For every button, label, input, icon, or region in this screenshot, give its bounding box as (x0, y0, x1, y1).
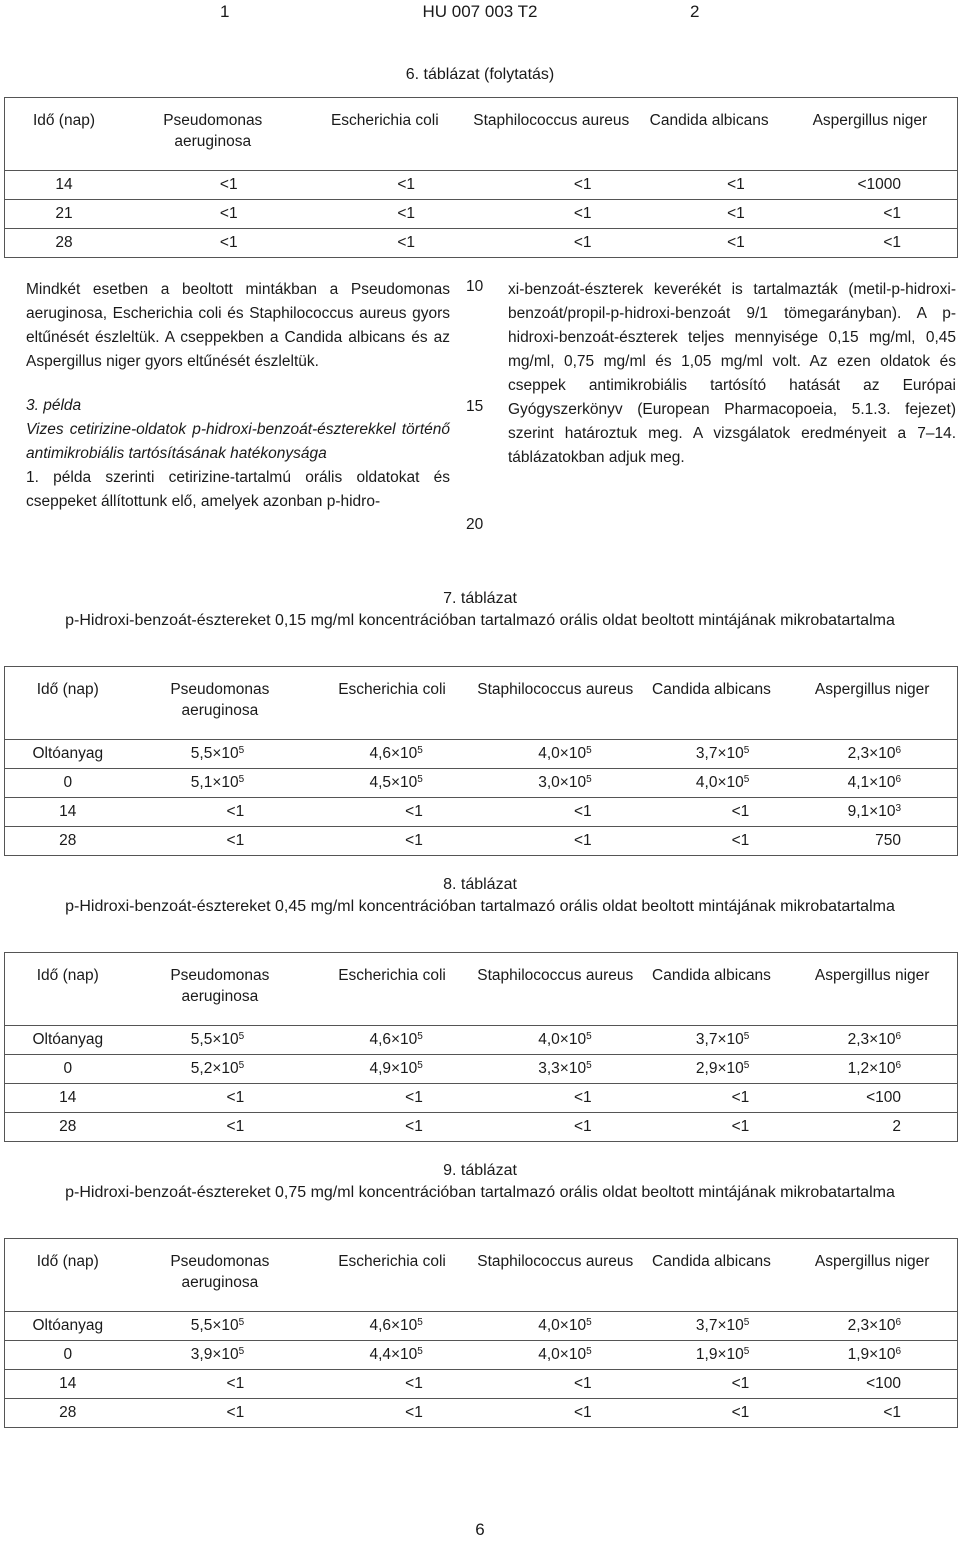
value-mantissa: 4,1×10 (847, 774, 896, 791)
value-mantissa: 4,5×10 (369, 774, 418, 791)
table-cell: <1 (475, 798, 636, 827)
table9-title: p-Hidroxi-benzoát-észtereket 0,75 mg/ml koncentrációban tartalmazó orális oldat beoltott mintájának mikrobatartalma (65, 1184, 895, 1201)
table-cell: <1000 (783, 171, 958, 200)
value-exponent: 5 (417, 1317, 423, 1328)
table-header-row (5, 667, 958, 740)
value-mantissa: 5,5×10 (190, 745, 239, 762)
table9 (4, 1238, 958, 1428)
table-cell: 14 (5, 1084, 131, 1113)
table-row (5, 769, 958, 798)
table-cell: <1 (783, 200, 958, 229)
column-header: Aspergillus niger (787, 953, 957, 1026)
table-cell (131, 740, 310, 769)
value-exponent: 5 (586, 774, 592, 785)
value-mantissa: 3,9×10 (190, 1346, 239, 1363)
table-cell: <1 (731, 832, 750, 849)
table-cell (475, 1312, 636, 1341)
value-mantissa: 4,6×10 (369, 1031, 418, 1048)
table-cell: Oltóanyag (5, 1026, 131, 1055)
column-header: Staphilococcus aureus (467, 98, 636, 171)
page-number: 6 (475, 1520, 485, 1539)
example-subtitle: Vizes cetirizine-oldatok p-hidroxi-benzoát-észterekkel történő antimikrobiális tartósításának hatékonysága (26, 421, 450, 462)
value-mantissa: 4,0×10 (538, 1317, 587, 1334)
table-row (5, 1341, 958, 1370)
table-cell (787, 740, 957, 769)
table-cell: 14 (5, 171, 123, 200)
table-row (5, 1084, 958, 1113)
table8-number: 8. táblázat (443, 876, 517, 893)
value-exponent: 5 (743, 1317, 750, 1328)
table-cell: <1 (131, 1370, 310, 1399)
table-cell: <1 (131, 798, 310, 827)
line-number: 15 (466, 398, 484, 415)
table-cell: 0 (5, 1341, 131, 1370)
value-exponent: 5 (743, 774, 750, 785)
table-cell: <1 (467, 171, 636, 200)
table-cell: <1 (731, 1118, 750, 1135)
table-cell (475, 740, 636, 769)
value-mantissa: 3,7×10 (695, 745, 744, 762)
column-header: Staphilococcus aureus (475, 667, 636, 740)
value-mantissa: 3,7×10 (695, 1031, 744, 1048)
table-cell (309, 1341, 475, 1370)
column-header: Staphilococcus aureus (475, 1239, 636, 1312)
table-cell: <1 (123, 200, 303, 229)
table-cell (131, 1341, 310, 1370)
value-mantissa: 2,3×10 (847, 1317, 896, 1334)
table-cell (787, 798, 957, 827)
value-mantissa: 4,0×10 (538, 1031, 587, 1048)
column-header: Aspergillus niger (787, 1239, 957, 1312)
table-cell (309, 1026, 475, 1055)
table-cell: 2 (892, 1118, 901, 1135)
table-cell (475, 769, 636, 798)
table-cell: 750 (875, 832, 901, 849)
column-header: Aspergillus niger (787, 667, 957, 740)
value-exponent: 5 (238, 745, 245, 756)
value-mantissa: 4,9×10 (369, 1060, 418, 1077)
value-mantissa: 4,4×10 (369, 1346, 418, 1363)
table-cell: <1 (405, 1404, 423, 1421)
column-header: Aspergillus niger (783, 98, 958, 171)
table-row (5, 1026, 958, 1055)
table-cell: 28 (55, 234, 73, 251)
table-cell: Oltóanyag (5, 1312, 131, 1341)
header-page-right: 2 (690, 2, 700, 21)
table-cell: <1 (226, 1118, 245, 1135)
table-cell: <1 (226, 1404, 245, 1421)
table-cell: <1 (405, 1118, 423, 1135)
value-mantissa: 1,2×10 (847, 1060, 896, 1077)
table-cell: <1 (883, 1404, 901, 1421)
table-cell: 14 (5, 1370, 131, 1399)
value-mantissa: 2,3×10 (847, 1031, 896, 1048)
table-cell (475, 1026, 636, 1055)
table7-number: 7. táblázat (443, 590, 517, 607)
table-cell: <1 (636, 798, 788, 827)
header-doc-id: HU 007 003 T2 (422, 2, 538, 21)
table-cell: <1 (883, 234, 901, 251)
column-header: Candida albicans (636, 98, 783, 171)
table-cell: 28 (59, 832, 77, 849)
table-row (5, 200, 958, 229)
value-mantissa: 4,6×10 (369, 745, 418, 762)
table-cell: 14 (5, 798, 131, 827)
value-exponent: 5 (586, 1346, 592, 1357)
value-mantissa: 4,0×10 (538, 1346, 587, 1363)
value-exponent: 5 (417, 774, 423, 785)
table-cell (636, 1341, 788, 1370)
column-header: Pseudomonas aeruginosa (131, 1239, 310, 1312)
table-cell (131, 1312, 310, 1341)
column-header: Staphilococcus aureus (475, 953, 636, 1026)
column-header: Idő (nap) (5, 98, 123, 171)
table-cell: <1 (636, 1084, 788, 1113)
table-cell: <1 (309, 1370, 475, 1399)
value-mantissa: 4,0×10 (538, 745, 587, 762)
value-mantissa: 2,9×10 (695, 1060, 744, 1077)
table-row (5, 1370, 958, 1399)
value-mantissa: 3,0×10 (538, 774, 587, 791)
table-row (5, 740, 958, 769)
table-row (5, 1055, 958, 1084)
table-cell (636, 769, 788, 798)
table9-number: 9. táblázat (443, 1162, 517, 1179)
table-cell (309, 740, 475, 769)
value-mantissa: 5,5×10 (190, 1031, 239, 1048)
table-cell (309, 769, 475, 798)
value-exponent: 5 (238, 1031, 245, 1042)
table-row (5, 229, 958, 258)
value-exponent: 6 (895, 1060, 901, 1071)
table-cell: <1 (131, 1084, 310, 1113)
table-cell: <1 (309, 1084, 475, 1113)
column-header: Idő (nap) (5, 667, 131, 740)
header-page-left: 1 (220, 2, 230, 21)
table-cell: <1 (309, 798, 475, 827)
table-cell: Oltóanyag (5, 740, 131, 769)
table-cell: 0 (5, 769, 131, 798)
table6-caption: 6. táblázat (folytatás) (405, 66, 555, 83)
value-mantissa: 4,6×10 (369, 1317, 418, 1334)
column-header: Candida albicans (636, 953, 788, 1026)
example-title: 3. példa (26, 397, 82, 414)
table-cell: <1 (303, 171, 467, 200)
table-cell (636, 1026, 788, 1055)
table-cell (787, 1026, 957, 1055)
value-mantissa: 5,2×10 (190, 1060, 239, 1077)
value-mantissa: 9,1×10 (847, 803, 896, 820)
table-cell: <1 (731, 1404, 750, 1421)
value-exponent: 5 (417, 1060, 423, 1071)
table7 (4, 666, 958, 856)
value-exponent: 6 (895, 1346, 901, 1357)
table8-title: p-Hidroxi-benzoát-észtereket 0,45 mg/ml koncentrációban tartalmazó orális oldat beoltott mintájának mikrobatartalma (65, 898, 895, 915)
column-header: Candida albicans (636, 667, 788, 740)
line-number: 20 (466, 516, 484, 533)
table-header-row (5, 98, 958, 171)
value-mantissa: 3,7×10 (695, 1317, 744, 1334)
table8 (4, 952, 958, 1142)
table-cell: <1 (219, 234, 238, 251)
table-cell: <100 (787, 1370, 957, 1399)
column-header: Pseudomonas aeruginosa (123, 98, 303, 171)
line-number: 10 (466, 278, 484, 295)
table7-caption (0, 588, 960, 632)
value-exponent: 5 (238, 1060, 245, 1071)
column-header: Escherichia coli (309, 667, 475, 740)
table-row (5, 1399, 958, 1428)
table-cell: 28 (59, 1404, 77, 1421)
value-mantissa: 1,9×10 (695, 1346, 744, 1363)
table-cell: <1 (405, 832, 423, 849)
paragraph: Mindkét esetben a beoltott mintákban a Pseudomonas aeruginosa, Escherichia coli és Staphilococcus aureus gyors eltűnését észleltük. A cseppekben a Candida albicans és az Aspergillus niger gyors eltűnését észleltük. (26, 281, 450, 370)
table-cell: <1 (475, 1084, 636, 1113)
table-cell (787, 1341, 957, 1370)
value-exponent: 5 (238, 774, 245, 785)
value-exponent: 6 (895, 774, 901, 785)
table-row (5, 798, 958, 827)
value-mantissa: 3,3×10 (538, 1060, 587, 1077)
column-header: Idő (nap) (5, 1239, 131, 1312)
text-column-right (508, 278, 956, 470)
table-cell (131, 769, 310, 798)
column-header: Candida albicans (636, 1239, 788, 1312)
value-exponent: 5 (238, 1346, 245, 1357)
page-header (0, 0, 960, 24)
value-exponent: 3 (895, 803, 901, 814)
value-exponent: 6 (895, 1031, 901, 1042)
column-header: Idő (nap) (5, 953, 131, 1026)
table-cell: 21 (5, 200, 123, 229)
table-cell: <1 (636, 200, 783, 229)
table-cell (309, 1055, 475, 1084)
value-mantissa: 1,9×10 (847, 1346, 896, 1363)
table-cell (131, 1055, 310, 1084)
table-cell: <1 (636, 171, 783, 200)
table-cell (787, 769, 957, 798)
value-exponent: 5 (743, 1060, 750, 1071)
table-cell: <1 (226, 832, 245, 849)
table-cell (787, 1312, 957, 1341)
table7-title: p-Hidroxi-benzoát-észtereket 0,15 mg/ml koncentrációban tartalmazó orális oldat beoltott mintájának mikrobatartalma (65, 612, 895, 629)
value-exponent: 5 (586, 1317, 592, 1328)
value-exponent: 5 (417, 1031, 423, 1042)
column-header: Escherichia coli (303, 98, 467, 171)
value-exponent: 5 (586, 745, 592, 756)
value-mantissa: 5,5×10 (190, 1317, 239, 1334)
table-cell (309, 1312, 475, 1341)
table-header-row (5, 953, 958, 1026)
table-cell: <1 (397, 234, 415, 251)
table-cell (787, 1055, 957, 1084)
value-exponent: 5 (417, 1346, 423, 1357)
table-cell: 0 (5, 1055, 131, 1084)
table8-caption (0, 874, 960, 918)
table-cell: <1 (475, 1370, 636, 1399)
paragraph: 1. példa szerinti cetirizine-tartalmú orális oldatokat és cseppeket állítottunk elő, amelyek azonban p-hidro- (26, 469, 450, 510)
table-row (5, 827, 958, 856)
table-cell: <1 (636, 1370, 788, 1399)
table-cell (475, 1341, 636, 1370)
value-exponent: 5 (743, 1346, 750, 1357)
table-cell: <1 (573, 832, 592, 849)
value-exponent: 5 (238, 1317, 245, 1328)
table6 (4, 97, 958, 258)
table-cell (636, 1312, 788, 1341)
value-exponent: 5 (586, 1060, 592, 1071)
column-header: Pseudomonas aeruginosa (131, 953, 310, 1026)
table-cell (636, 740, 788, 769)
table-cell: <1 (727, 234, 745, 251)
table-cell: 28 (59, 1118, 77, 1135)
value-mantissa: 4,0×10 (695, 774, 744, 791)
table-cell (636, 1055, 788, 1084)
table9-caption (0, 1160, 960, 1204)
table-cell: <1 (303, 200, 467, 229)
table-row (5, 1312, 958, 1341)
value-exponent: 6 (895, 1317, 901, 1328)
table-cell: <1 (573, 1404, 592, 1421)
value-mantissa: 2,3×10 (847, 745, 896, 762)
value-exponent: 5 (417, 745, 423, 756)
value-exponent: 6 (895, 745, 901, 756)
table-cell (131, 1026, 310, 1055)
text-column-left (26, 278, 450, 514)
value-mantissa: 5,1×10 (190, 774, 239, 791)
table-cell: <1 (467, 200, 636, 229)
table-cell: <1 (573, 1118, 592, 1135)
value-exponent: 5 (743, 1031, 750, 1042)
table-row (5, 1113, 958, 1142)
value-exponent: 5 (743, 745, 750, 756)
value-exponent: 5 (586, 1031, 592, 1042)
table-header-row (5, 1239, 958, 1312)
table-cell: <1 (573, 234, 592, 251)
table-cell: <100 (787, 1084, 957, 1113)
paragraph: xi-benzoát-észterek keverékét is tartalmazták (metil-p-hidroxi-benzoát/propil-p-hidroxi-benzoát 9/1 tömegarányban). A p-hidroxi-benzoát-észterek teljes mennyisége 0,15 mg/ml, 0,45 mg/ml, 0,75 mg/ml és 1,05 mg/ml volt. Az ezen oldatok és cseppek antimikrobiális tartósító hatását az Európai Gyógyszerkönyv (European Pharmacopoeia, 5.1.3. fejezet) szerint határoztuk meg. A vizsgálatok eredményeit a 7–14. táblázatokban adjuk meg. (508, 281, 956, 466)
table-cell: <1 (123, 171, 303, 200)
column-header: Escherichia coli (309, 953, 475, 1026)
table-row (5, 171, 958, 200)
column-header: Escherichia coli (309, 1239, 475, 1312)
table-cell (475, 1055, 636, 1084)
column-header: Pseudomonas aeruginosa (131, 667, 310, 740)
